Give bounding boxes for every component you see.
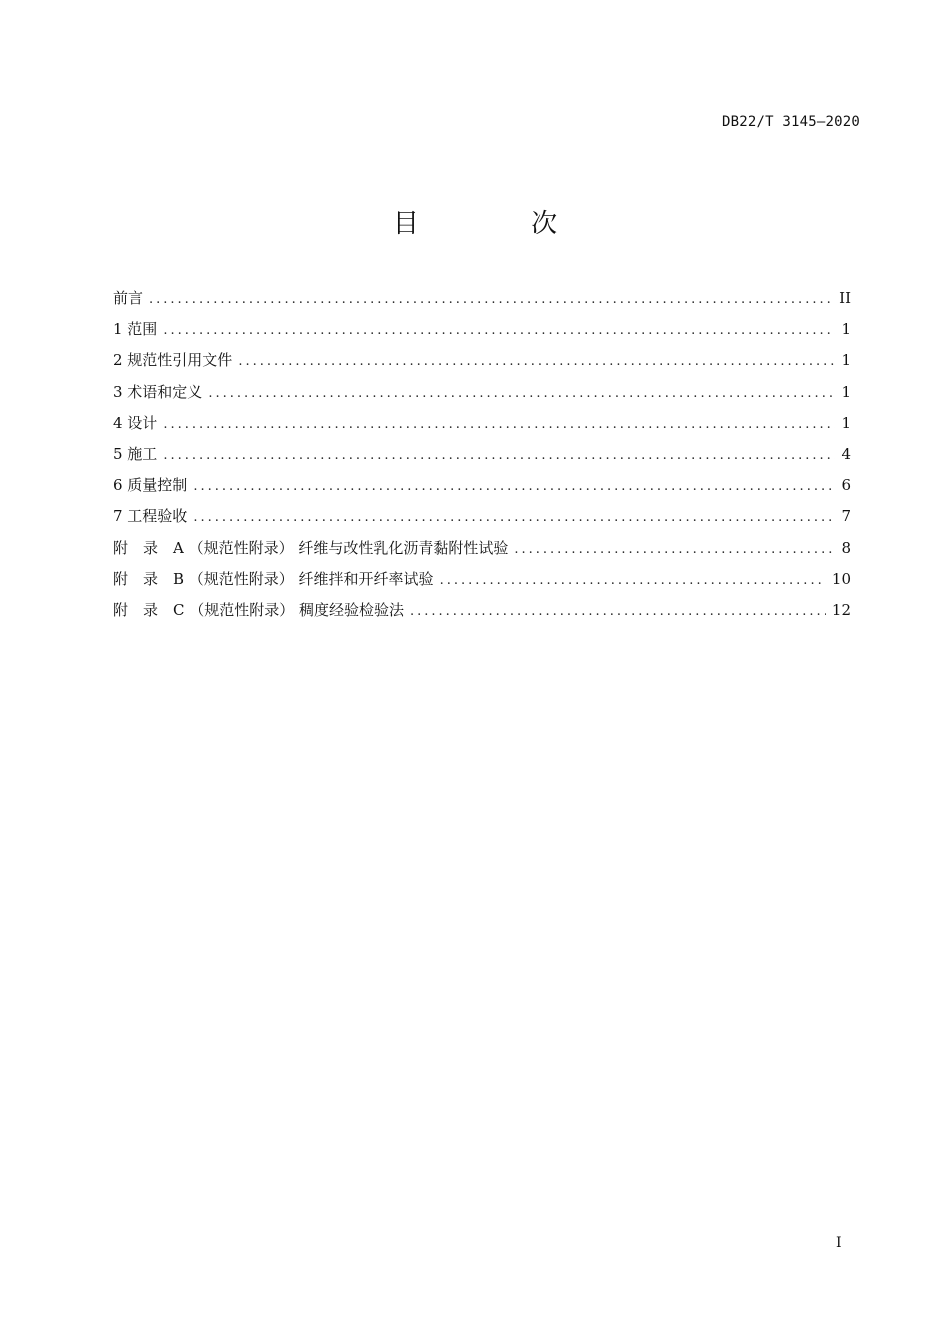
toc-entry-page: 1 — [841, 413, 851, 432]
toc-entry-label: 3 术语和定义 — [113, 382, 203, 401]
toc-leader-dots — [208, 378, 835, 409]
toc-entry-quality-control[interactable] — [113, 470, 851, 501]
toc-entry-appendix-a[interactable] — [113, 533, 851, 564]
page-number: I — [836, 1235, 842, 1251]
toc-entry-label: 7 工程验收 — [113, 507, 188, 526]
toc-entry-page: 12 — [831, 600, 851, 619]
toc-leader-dots — [163, 440, 835, 471]
toc-entry-page: 1 — [841, 382, 851, 401]
toc-leader-dots — [193, 471, 835, 502]
toc-entry-appendix-c[interactable] — [113, 595, 851, 626]
toc-entry-normative-references[interactable] — [113, 345, 851, 376]
toc-entry-label: 附 录 B （规范性附录） 纤维拌和开纤率试验 — [113, 569, 434, 588]
toc-entry-label: 5 施工 — [113, 444, 158, 463]
toc-entry-label: 附 录 A （规范性附录） 纤维与改性乳化沥青黏附性试验 — [113, 538, 509, 557]
toc-entry-construction[interactable] — [113, 439, 851, 470]
toc-entry-scope[interactable] — [113, 314, 851, 345]
toc-leader-dots — [410, 596, 826, 627]
toc-leader-dots — [440, 565, 826, 596]
document-code: DB22/T 3145—2020 — [721, 114, 860, 130]
toc-entry-page: 7 — [841, 507, 851, 526]
toc-entry-acceptance[interactable] — [113, 501, 851, 532]
toc-leader-dots — [193, 502, 835, 533]
toc-entry-page: 10 — [831, 569, 851, 588]
toc-leader-dots — [238, 346, 835, 377]
toc-entry-page: II — [839, 289, 851, 307]
toc-entry-label: 6 质量控制 — [113, 476, 188, 495]
toc-entry-page: 6 — [841, 476, 851, 495]
toc-entry-design[interactable] — [113, 408, 851, 439]
page-title: 目 次 — [392, 209, 610, 239]
toc-entry-terms-definitions[interactable] — [113, 377, 851, 408]
toc-entry-page: 4 — [841, 444, 851, 463]
toc-entry-label: 2 规范性引用文件 — [113, 351, 233, 370]
toc-entry-foreword[interactable] — [113, 283, 851, 314]
toc-entry-page: 1 — [841, 351, 851, 370]
toc-entry-label: 4 设计 — [113, 413, 158, 432]
toc-entry-label: 附 录 C （规范性附录） 稠度经验检验法 — [113, 600, 405, 619]
toc-leader-dots — [163, 409, 835, 440]
toc-entry-appendix-b[interactable] — [113, 564, 851, 595]
toc-entry-page: 1 — [841, 320, 851, 339]
toc-entry-label: 1 范围 — [113, 320, 158, 339]
toc-leader-dots — [149, 284, 833, 315]
toc-entry-page: 8 — [841, 538, 851, 557]
toc-entry-label: 前言 — [113, 289, 144, 307]
table-of-contents — [113, 283, 851, 626]
toc-leader-dots — [514, 534, 835, 565]
toc-leader-dots — [163, 315, 835, 346]
